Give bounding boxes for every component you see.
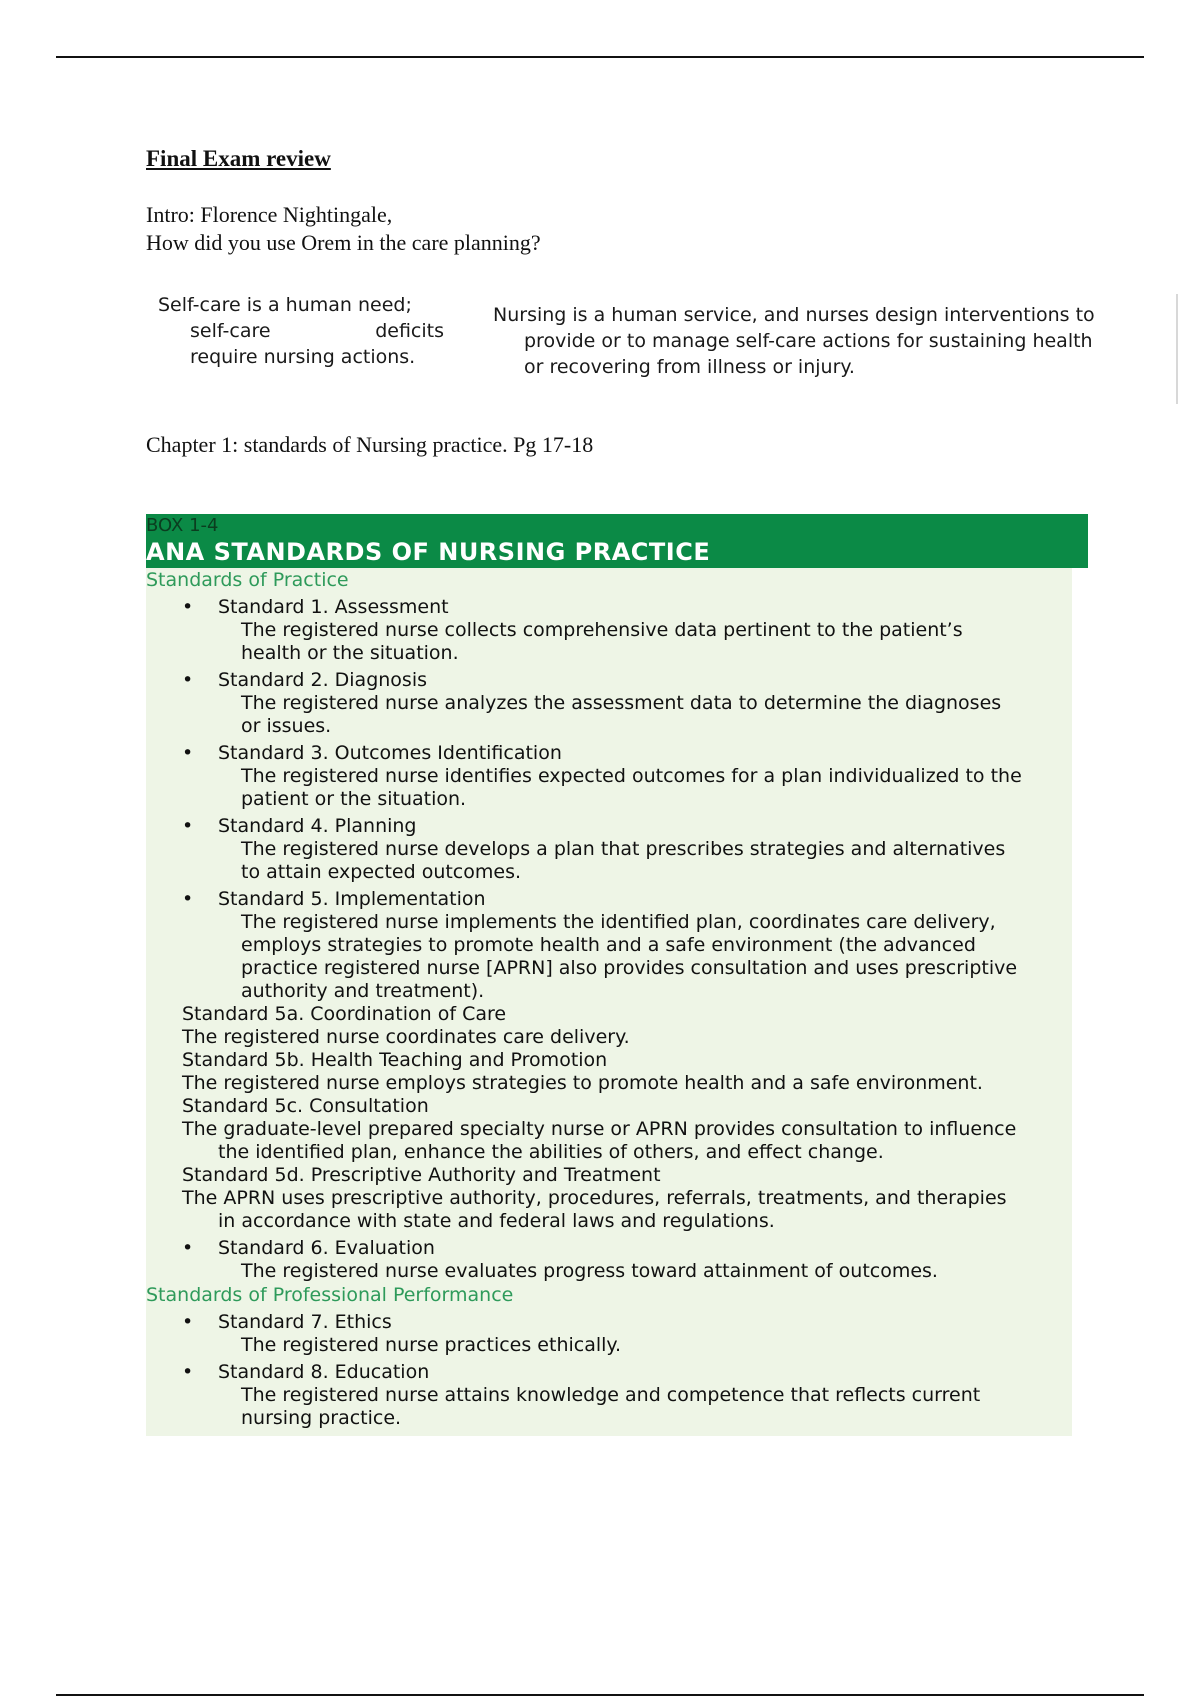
description-line: The graduate-level prepared specialty nurse or APRN provides consultation to influence xyxy=(182,1118,1017,1140)
description-line: The APRN uses prescriptive authority, procedures, referrals, treatments, and therapies xyxy=(182,1187,1007,1209)
substandard-title: Standard 5a. Coordination of Care xyxy=(182,1003,507,1025)
standard-title: Standard 8. Education xyxy=(218,1361,430,1383)
standard-item xyxy=(146,595,1072,619)
description-line: The registered nurse collects comprehensive data pertinent to the patient’s xyxy=(241,619,963,641)
bullet: • xyxy=(182,669,194,691)
standards-box xyxy=(146,514,1088,1436)
description-line: the identified plan, enhance the abilities of others, and effect change. xyxy=(218,1141,884,1163)
description-line: The registered nurse analyzes the assessment data to determine the diagnoses xyxy=(241,692,1002,714)
orem-left-word: deficits xyxy=(375,320,444,342)
description-line: The registered nurse implements the identified plan, coordinates care delivery, xyxy=(241,911,996,933)
standard-item xyxy=(146,814,1072,838)
box-body xyxy=(146,568,1072,1436)
description-line: nursing practice. xyxy=(241,1407,402,1429)
intro-question: How did you use Orem in the care planning? xyxy=(146,230,541,255)
document-title: Final Exam review xyxy=(146,146,331,171)
standard-title: Standard 7. Ethics xyxy=(218,1311,392,1333)
substandard-description xyxy=(146,1187,1072,1233)
standard-description xyxy=(146,692,1072,738)
standard-item xyxy=(146,1236,1072,1260)
standard-description xyxy=(146,911,1072,1003)
standard-title: Standard 6. Evaluation xyxy=(218,1237,435,1259)
chapter-heading: Chapter 1: standards of Nursing practice. Pg 17-18 xyxy=(146,432,594,457)
orem-right-line: or recovering from illness or injury. xyxy=(524,356,855,378)
standard-title: Standard 5. Implementation xyxy=(218,888,486,910)
standard-item xyxy=(146,668,1072,692)
standard-description xyxy=(146,765,1072,811)
bullet: • xyxy=(182,596,194,618)
description-line: The registered nurse attains knowledge and competence that reflects current xyxy=(241,1384,981,1406)
standard-description xyxy=(146,619,1072,665)
standard-title: Standard 4. Planning xyxy=(218,815,417,837)
description-line: patient or the situation. xyxy=(241,788,467,810)
description-line: practice registered nurse [APRN] also provides consultation and uses prescriptive xyxy=(241,957,1018,979)
bullet: • xyxy=(182,1361,194,1383)
scrollbar-thumb[interactable] xyxy=(1176,294,1178,404)
box-header xyxy=(146,514,1088,568)
orem-left-line: Self-care is a human need; xyxy=(158,294,412,316)
description-line: in accordance with state and federal laws and regulations. xyxy=(218,1210,775,1232)
substandard-description: The registered nurse employs strategies to promote health and a safe environment. xyxy=(182,1072,983,1094)
box-title: ANA STANDARDS OF NURSING PRACTICE xyxy=(146,538,711,566)
description-line: The registered nurse evaluates progress toward attainment of outcomes. xyxy=(241,1260,938,1282)
bottom-rule xyxy=(56,1694,1144,1696)
bullet: • xyxy=(182,742,194,764)
bullet: • xyxy=(182,815,194,837)
box-label: BOX 1-4 xyxy=(146,515,219,536)
substandard-description xyxy=(146,1118,1072,1164)
description-line: The registered nurse develops a plan that prescribes strategies and alternatives xyxy=(241,838,1006,860)
standard-description xyxy=(146,838,1072,884)
substandard-title: Standard 5d. Prescriptive Authority and Treatment xyxy=(182,1164,661,1186)
intro-line: Intro: Florence Nightingale, xyxy=(146,202,393,227)
orem-right-line: provide or to manage self-care actions for sustaining health xyxy=(524,330,1093,352)
description-line: to attain expected outcomes. xyxy=(241,861,522,883)
bullet: • xyxy=(182,1311,194,1333)
orem-right-line: Nursing is a human service, and nurses design interventions to xyxy=(493,304,1095,326)
standard-title: Standard 1. Assessment xyxy=(218,596,449,618)
standard-item xyxy=(146,1360,1072,1384)
standard-item xyxy=(146,887,1072,911)
standard-item xyxy=(146,741,1072,765)
section-heading-practice: Standards of Practice xyxy=(146,569,349,591)
orem-right-column xyxy=(493,302,1161,380)
standard-description xyxy=(146,1260,1072,1283)
top-rule xyxy=(56,56,1144,58)
substandard-description: The registered nurse coordinates care delivery. xyxy=(182,1026,630,1048)
description-line: The registered nurse identifies expected outcomes for a plan individualized to the xyxy=(241,765,1022,787)
section-heading-professional: Standards of Professional Performance xyxy=(146,1284,514,1306)
substandard-title: Standard 5b. Health Teaching and Promotion xyxy=(182,1049,608,1071)
standard-description xyxy=(146,1334,1072,1357)
description-line: or issues. xyxy=(241,715,332,737)
orem-left-column xyxy=(158,292,444,370)
standard-title: Standard 3. Outcomes Identification xyxy=(218,742,562,764)
orem-left-line xyxy=(158,318,444,344)
description-line: health or the situation. xyxy=(241,642,459,664)
description-line: employs strategies to promote health and a safe environment (the advanced xyxy=(241,934,976,956)
bullet: • xyxy=(182,1237,194,1259)
orem-left-word: self-care xyxy=(190,320,271,342)
standard-item xyxy=(146,1310,1072,1334)
substandard-title: Standard 5c. Consultation xyxy=(182,1095,429,1117)
orem-left-line: require nursing actions. xyxy=(190,346,416,368)
description-line: The registered nurse practices ethically. xyxy=(241,1334,621,1356)
bullet: • xyxy=(182,888,194,910)
description-line: authority and treatment). xyxy=(241,980,485,1002)
standard-description xyxy=(146,1384,1072,1430)
standard-title: Standard 2. Diagnosis xyxy=(218,669,427,691)
